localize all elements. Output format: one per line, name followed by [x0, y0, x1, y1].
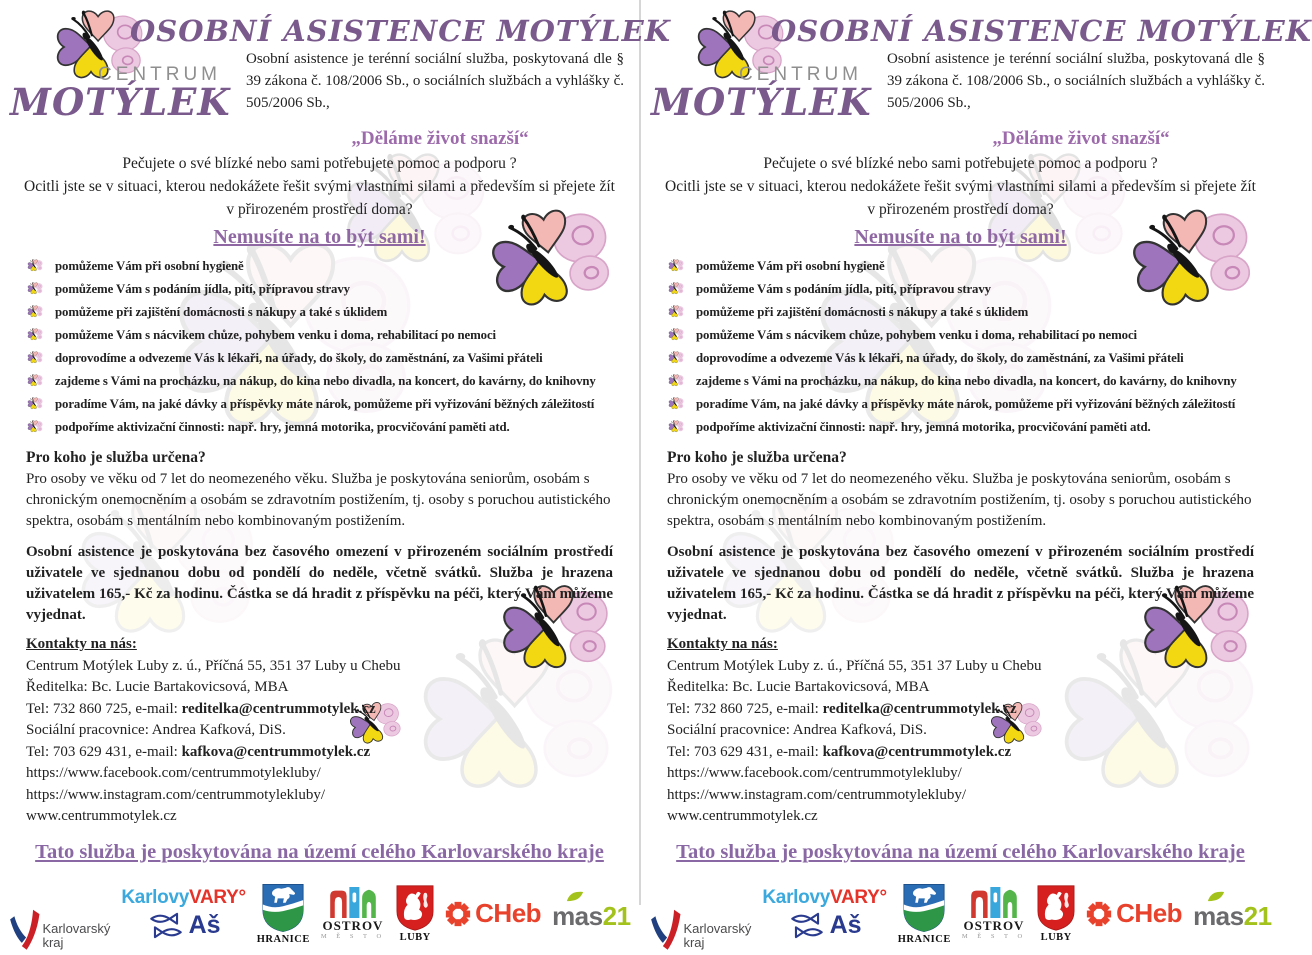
service-item	[667, 255, 1280, 278]
contact-worker: Sociální pracovnice: Andrea Kafková, DiS.	[667, 722, 927, 738]
logo-hranice	[257, 883, 310, 945]
target-paragraph: Pro osoby ve věku od 7 let do neomezeného věku. Služba je poskytována seniorům, osobám s chronickým onemocněním a osobám se zdravotním postižením, tj. osoby s poruchou autistického spektra, osobám s mentálním nebo kombinovaným postižením.	[667, 471, 1252, 529]
service-text: poradíme Vám, na jaké dávky a příspěvky máte nárok, pomůžeme při vyřizování běžných záležitostí	[696, 397, 1236, 411]
butterfly-bullet-icon	[667, 304, 684, 321]
callout-heading: Nemusíte na to být sami!	[213, 226, 426, 248]
ostrov-label: OSTROV	[322, 918, 384, 933]
target-heading: Pro koho je služba určena?	[667, 449, 847, 466]
logo-mas21	[1193, 895, 1271, 932]
sponsor-logo-strip	[647, 873, 1274, 955]
karlovarsky-kraj-check-icon	[649, 903, 681, 955]
cheb-gear-icon	[1086, 901, 1112, 927]
as-label: Aš	[188, 911, 221, 939]
logo-luby	[1037, 885, 1075, 943]
contact-tel-1: Tel: 732 860 725, e-mail:	[667, 700, 823, 717]
luby-label: LUBY	[1040, 931, 1072, 943]
karlovarsky-kraj-line1: Karlovarský	[683, 920, 752, 936]
page-title: OSOBNÍ ASISTENCE MOTÝLEK	[771, 14, 1312, 48]
mas-label: mas	[1193, 901, 1244, 931]
services-list	[641, 255, 1280, 439]
service-text: pomůžeme Vám s podáním jídla, pití, přípravou stravy	[55, 282, 350, 296]
cheb-label: CHeb	[1116, 898, 1183, 928]
butterfly-bullet-icon	[667, 281, 684, 298]
butterfly-bullet-icon	[26, 258, 43, 275]
service-text: pomůžeme Vám při osobní hygieně	[696, 259, 885, 273]
footer-headline: Tato služba je poskytována na území celého Karlovarského kraje	[35, 840, 604, 863]
target-paragraph: Pro osoby ve věku od 7 let do neomezeného věku. Služba je poskytována seniorům, osobám s chronickým onemocněním a osobám se zdravotním postižením, tj. osoby s poruchou autistického spektra, osobám s mentálním nebo kombinovaným postižením.	[26, 471, 611, 529]
cheb-label: CHeb	[475, 898, 542, 928]
contact-tel-1: Tel: 732 860 725, e-mail:	[26, 700, 182, 717]
logo-karlovy-vary-as	[762, 887, 886, 940]
contact-address: Centrum Motýlek Luby z. ú., Příčná 55, 351 37 Luby u Chebu	[667, 657, 1042, 674]
logo-karlovarsky-kraj	[8, 903, 110, 955]
contact-facebook-url: https://www.facebook.com/centrummotylekluby/	[26, 765, 321, 781]
brand-centrum-text: CENTRUM	[98, 64, 221, 85]
service-text: pomůžeme při zajištění domácnosti s nákupy a také s úklidem	[696, 305, 1029, 319]
contact-phone-email-2	[26, 742, 613, 764]
flyer-header	[0, 0, 671, 128]
logo-hranice	[898, 883, 951, 945]
contact-tel-2: Tel: 703 629 431, e-mail:	[26, 743, 182, 760]
mas-label: mas	[552, 901, 603, 931]
intro-paragraph: Osobní asistence je terénní sociální služba, poskytovaná dle § 39 zákona č. 108/2006 Sb., o sociálních službách a vyhlášky č. 505/2006 Sb.,	[246, 51, 624, 111]
service-item	[26, 416, 639, 439]
brand-motylek-text: MOTÝLEK	[651, 80, 872, 124]
butterfly-bullet-icon	[26, 327, 43, 344]
service-text: pomůžeme Vám s podáním jídla, pití, přípravou stravy	[696, 282, 991, 296]
logo-cheb	[445, 898, 541, 929]
contact-worker: Sociální pracovnice: Andrea Kafková, DiS.	[26, 722, 286, 738]
karlovarsky-kraj-line1: Karlovarský	[42, 920, 111, 936]
hranice-shield-icon	[903, 883, 945, 933]
service-item	[667, 324, 1280, 347]
service-text: podpoříme aktivizační činnosti: např. hry, jemná motorika, procvičování paměti atd.	[55, 420, 510, 434]
contact-address: Centrum Motýlek Luby z. ú., Příčná 55, 351 37 Luby u Chebu	[26, 657, 401, 674]
contact-phone-email-2	[667, 742, 1254, 764]
butterfly-bullet-icon	[667, 373, 684, 390]
butterfly-bullet-icon	[667, 396, 684, 413]
contact-email-2: kafkova@centrummotylek.cz	[822, 743, 1012, 760]
logo-karlovarsky-kraj	[649, 903, 751, 955]
contact-email-1: reditelka@centrummotylek.cz	[822, 700, 1017, 717]
contact-instagram-url: https://www.instagram.com/centrummotylekluby/	[667, 786, 966, 803]
callout-heading: Nemusíte na to být sami!	[854, 226, 1067, 248]
brand-motylek-text: MOTÝLEK	[10, 80, 231, 124]
logo-luby	[396, 885, 434, 943]
as-fish-icon	[147, 912, 185, 939]
butterfly-bullet-icon	[26, 350, 43, 367]
contacts-heading: Kontakty na nás:	[26, 636, 137, 652]
butterfly-bullet-icon	[26, 419, 43, 436]
service-item	[26, 301, 639, 324]
service-text: pomůžeme Vám při osobní hygieně	[55, 259, 244, 273]
service-item	[667, 278, 1280, 301]
ostrov-sublabel: M Ě S T O	[961, 933, 1027, 940]
service-item	[667, 301, 1280, 324]
service-item	[667, 393, 1280, 416]
karlovy-label: Karlovy	[762, 887, 830, 908]
service-item	[26, 324, 639, 347]
contact-phone-email-1	[26, 699, 613, 721]
as-label: Aš	[829, 911, 862, 939]
ostrov-sublabel: M Ě S T O	[320, 933, 386, 940]
service-text: pomůžeme Vám s nácvikem chůze, pohybem venku i doma, rehabilitací po nemoci	[696, 328, 1137, 342]
butterfly-bullet-icon	[26, 373, 43, 390]
pricing-paragraph: Osobní asistence je poskytována bez časového omezení v přirozeném sociálním prostředí uživatele ve sjednanou dobu od pondělí do neděle, včetně svátků. Služba je hrazena uživatelem 165,- Kč za hodinu. Částka se dá hradit z příspěvku na péči, který Vám můžeme vyjednat.	[26, 544, 613, 623]
luby-shield-icon	[1037, 885, 1075, 931]
pricing-paragraph: Osobní asistence je poskytována bez časového omezení v přirozeném sociálním prostředí uživatele ve sjednanou dobu od pondělí do neděle, včetně svátků. Služba je hrazena uživatelem 165,- Kč za hodinu. Částka se dá hradit z příspěvku na péči, který Vám můžeme vyjednat.	[667, 544, 1254, 623]
butterfly-bullet-icon	[667, 327, 684, 344]
butterfly-bullet-icon	[667, 419, 684, 436]
butterfly-bullet-icon	[26, 281, 43, 298]
page-title: OSOBNÍ ASISTENCE MOTÝLEK	[130, 14, 671, 48]
contact-website-url: www.centrummotylek.cz	[667, 808, 818, 824]
ostrov-buildings-icon	[328, 887, 378, 918]
question-line-1: Pečujete o své blízké nebo sami potřebujete pomoc a podporu ?	[122, 155, 517, 172]
contact-director: Ředitelka: Bc. Lucie Bartakovicsová, MBA	[26, 679, 289, 695]
karlovy-vary-label	[121, 887, 245, 909]
brand-centrum-text: CENTRUM	[739, 64, 862, 85]
service-item	[26, 347, 639, 370]
karlovarsky-kraj-line2: kraj	[683, 934, 705, 950]
service-item	[26, 393, 639, 416]
karlovarsky-kraj-label	[42, 922, 110, 955]
karlovarsky-kraj-label	[683, 922, 751, 955]
logo-mas21	[552, 895, 630, 932]
service-text: zajdeme s Vámi na procházku, na nákup, do kina nebo divadla, na koncert, do kavárny, do knihovny	[696, 374, 1237, 388]
service-item	[26, 370, 639, 393]
flyer-page	[641, 0, 1312, 950]
contact-phone-email-1	[667, 699, 1254, 721]
mas21-number: 21	[602, 901, 631, 931]
vary-label: VARY°	[188, 887, 246, 908]
footer-headline: Tato služba je poskytována na území celého Karlovarského kraje	[676, 840, 1245, 863]
logo-ostrov	[321, 887, 385, 940]
logo-cheb	[1086, 898, 1182, 929]
contacts-heading: Kontakty na nás:	[667, 636, 778, 652]
luby-shield-icon	[396, 885, 434, 931]
sponsor-logo-strip	[6, 873, 633, 955]
logo-as	[788, 911, 862, 940]
karlovy-label: Karlovy	[121, 887, 189, 908]
service-item	[667, 416, 1280, 439]
mas21-leaf-icon	[1207, 891, 1225, 902]
service-text: zajdeme s Vámi na procházku, na nákup, do kina nebo divadla, na koncert, do kavárny, do knihovny	[55, 374, 596, 388]
hranice-label: HRANICE	[897, 933, 951, 945]
service-text: poradíme Vám, na jaké dávky a příspěvky máte nárok, pomůžeme při vyřizování běžných záležitostí	[55, 397, 595, 411]
contact-facebook-url: https://www.facebook.com/centrummotylekluby/	[667, 765, 962, 781]
butterfly-bullet-icon	[26, 304, 43, 321]
contact-instagram-url: https://www.instagram.com/centrummotylekluby/	[26, 786, 325, 803]
contact-website-url: www.centrummotylek.cz	[26, 808, 177, 824]
question-line-2: Ocitli jste se v situaci, kterou nedokážete řešit svými vlastními silami a především si přejete žít v přirozeném prostředí doma?	[24, 178, 615, 218]
service-text: pomůžeme při zajištění domácnosti s nákupy a také s úklidem	[55, 305, 388, 319]
karlovy-vary-label	[762, 887, 886, 909]
hranice-shield-icon	[262, 883, 304, 933]
karlovarsky-kraj-check-icon	[8, 903, 40, 955]
intro-paragraph: Osobní asistence je terénní sociální služba, poskytovaná dle § 39 zákona č. 108/2006 Sb., o sociálních službách a vyhlášky č. 505/2006 Sb.,	[887, 51, 1265, 111]
hranice-label: HRANICE	[256, 933, 310, 945]
karlovarsky-kraj-line2: kraj	[42, 934, 64, 950]
ostrov-buildings-icon	[969, 887, 1019, 918]
butterfly-bullet-icon	[667, 350, 684, 367]
slogan: „Děláme život snazší“	[992, 128, 1170, 149]
butterfly-bullet-icon	[667, 258, 684, 275]
question-line-2: Ocitli jste se v situaci, kterou nedokážete řešit svými vlastními silami a především si přejete žít v přirozeném prostředí doma?	[665, 178, 1256, 218]
service-item	[26, 278, 639, 301]
butterfly-bullet-icon	[26, 396, 43, 413]
vary-label: VARY°	[829, 887, 887, 908]
logo-ostrov	[962, 887, 1026, 940]
service-text: pomůžeme Vám s nácvikem chůze, pohybem venku i doma, rehabilitací po nemoci	[55, 328, 496, 342]
contact-email-1: reditelka@centrummotylek.cz	[181, 700, 376, 717]
service-text: podpoříme aktivizační činnosti: např. hry, jemná motorika, procvičování paměti atd.	[696, 420, 1151, 434]
ostrov-label: OSTROV	[963, 918, 1025, 933]
flyer-header	[641, 0, 1312, 128]
contact-director: Ředitelka: Bc. Lucie Bartakovicsová, MBA	[667, 679, 930, 695]
logo-as	[147, 911, 221, 940]
contacts-section	[667, 634, 1254, 828]
service-item	[667, 347, 1280, 370]
mas21-leaf-icon	[566, 891, 584, 902]
service-text: doprovodíme a odvezeme Vás k lékaři, na úřady, do školy, do zaměstnání, za Vašimi přáteli	[55, 351, 543, 365]
service-item	[667, 370, 1280, 393]
service-item	[26, 255, 639, 278]
mas21-number: 21	[1243, 901, 1272, 931]
contact-tel-2: Tel: 703 629 431, e-mail:	[667, 743, 823, 760]
cheb-gear-icon	[445, 901, 471, 927]
services-list	[0, 255, 639, 439]
slogan: „Děláme život snazší“	[351, 128, 529, 149]
service-text: doprovodíme a odvezeme Vás k lékaři, na úřady, do školy, do zaměstnání, za Vašimi přáteli	[696, 351, 1184, 365]
contact-email-2: kafkova@centrummotylek.cz	[181, 743, 371, 760]
luby-label: LUBY	[399, 931, 431, 943]
as-fish-icon	[788, 912, 826, 939]
target-heading: Pro koho je služba určena?	[26, 449, 206, 466]
question-line-1: Pečujete o své blízké nebo sami potřebujete pomoc a podporu ?	[763, 155, 1158, 172]
contacts-section	[26, 634, 613, 828]
logo-karlovy-vary-as	[121, 887, 245, 940]
